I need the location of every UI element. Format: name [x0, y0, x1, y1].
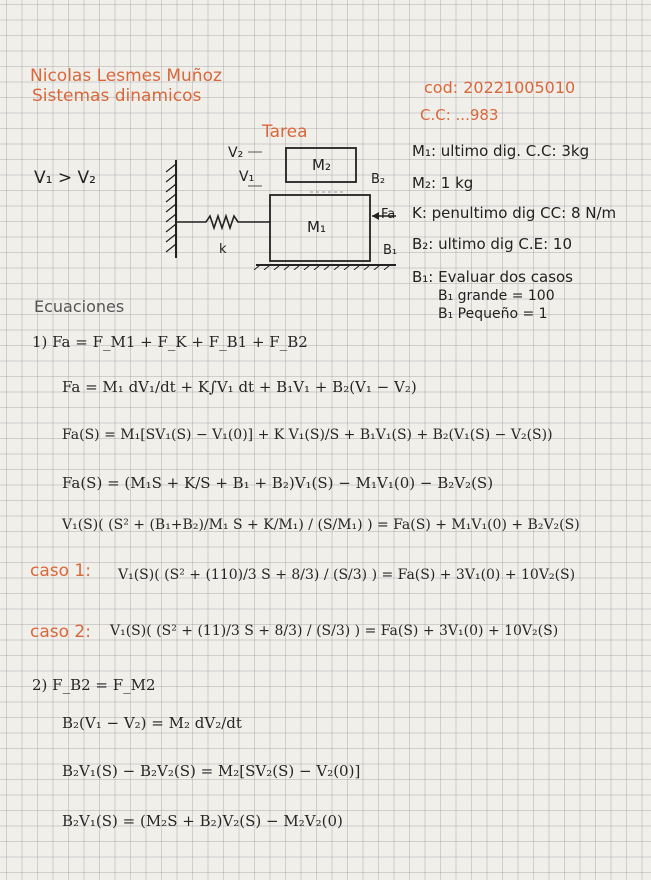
- label-v2: V₂: [228, 145, 244, 161]
- param-k: K: penultimo dig CC: 8 N/m: [412, 204, 617, 222]
- equation-4: Fa(S) = (M₁S + K/S + B₁ + B₂)V₁(S) − M₁V₁(0) − B₂V₂(S): [62, 474, 494, 492]
- spring-k: [176, 216, 270, 228]
- param-b1-small: B₁ Pequeño = 1: [438, 306, 548, 322]
- page-title: Tarea: [262, 122, 308, 142]
- param-b2: B₂: ultimo dig C.E: 10: [412, 235, 573, 253]
- equation-3: Fa(S) = M₁[SV₁(S) − V₁(0)] + K V₁(S)/S + B₁V₁(S) + B₂(V₁(S) − V₂(S)): [62, 427, 553, 443]
- caso1-equation: V₁(S)( (S² + (110)/3 S + 8/3) / (S/3) ) = Fa(S) + 3V₁(0) + 10V₂(S): [118, 567, 576, 583]
- student-name: Nicolas Lesmes Muñoz: [30, 66, 222, 86]
- equation-9: B₂V₁(S) = (M₂S + B₂)V₂(S) − M₂V₂(0): [62, 812, 343, 830]
- label-fa: Fa: [381, 207, 396, 222]
- caso2-label: caso 2:: [30, 622, 91, 642]
- label-b1: B₁: [383, 243, 398, 258]
- label-b2: B₂: [371, 172, 386, 187]
- caso1-label: caso 1:: [30, 561, 91, 581]
- mass-spring-damper-diagram: [150, 140, 410, 270]
- label-m2: M₂: [312, 156, 331, 174]
- arrowhead-icon: [372, 212, 379, 220]
- equation-2: Fa = M₁ dV₁/dt + K∫V₁ dt + B₁V₁ + B₂(V₁ − V₂): [62, 378, 417, 396]
- section-title: Ecuaciones: [34, 297, 125, 316]
- param-m1: M₁: ultimo dig. C.C: 3kg: [412, 142, 590, 160]
- param-m2: M₂: 1 kg: [412, 174, 474, 192]
- equation-7: B₂(V₁ − V₂) = M₂ dV₂/dt: [62, 714, 242, 732]
- equation-6: 2) F_B2 = F_M2: [32, 676, 156, 694]
- velocity-condition: V₁ > V₂: [34, 168, 96, 188]
- equation-1: 1) Fa = F_M1 + F_K + F_B1 + F_B2: [32, 333, 308, 351]
- student-code: cod: 20221005010: [424, 78, 576, 97]
- label-v1: V₁: [239, 169, 255, 185]
- course-name: Sistemas dinamicos: [32, 86, 202, 106]
- caso2-equation: V₁(S)( (S² + (11)/3 S + 8/3) / (S/3) ) = Fa(S) + 3V₁(0) + 10V₂(S): [110, 623, 559, 639]
- equation-5: V₁(S)( (S² + (B₁+B₂)/M₁ S + K/M₁) / (S/M₁) ) = Fa(S) + M₁V₁(0) + B₂V₂(S): [62, 517, 580, 533]
- param-b1-big: B₁ grande = 100: [438, 288, 555, 304]
- label-m1: M₁: [307, 218, 326, 236]
- wall-hatching: [166, 164, 176, 252]
- equation-8: B₂V₁(S) − B₂V₂(S) = M₂[SV₂(S) − V₂(0)]: [62, 762, 361, 780]
- student-cc: C.C: ...983: [420, 106, 499, 124]
- param-b1: B₁: Evaluar dos casos: [412, 268, 574, 286]
- label-k: k: [219, 242, 227, 257]
